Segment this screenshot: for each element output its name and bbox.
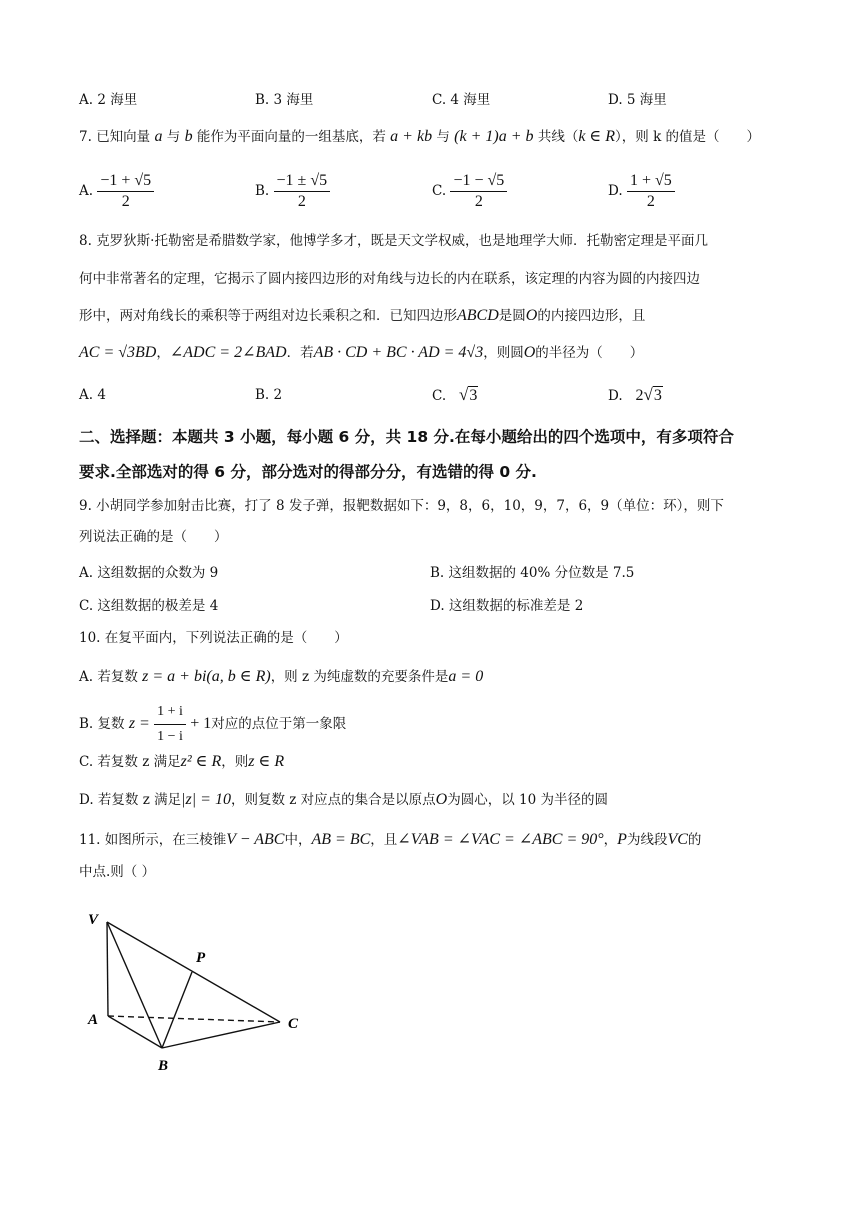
- q11-line-2: 中点.则（ ）: [79, 864, 156, 880]
- q10-option-b: B. 复数 z = $\frac{1 + i}{1 - i}$ + 1对应的点位于第一象限: [79, 701, 785, 748]
- label-c: C: [288, 1016, 299, 1032]
- q7-stem: 7. 已知向量 a 与 b 能作为平面向量的一组基底，若 a + kb 与 (k + 1)a + b 共线（k ∈ R），则 k 的值是（ ）: [79, 128, 761, 145]
- q7-option-c: C. $\frac{-1 - √5}{2}$: [432, 172, 507, 211]
- segment-bp: [162, 972, 192, 1048]
- label-a: A: [88, 1012, 99, 1028]
- q10-option-c: C. 若复数 z 满足z² ∈ R，则z ∈ R: [79, 753, 285, 770]
- pyramid-figure: [80, 900, 320, 1080]
- vector-a: a: [154, 128, 163, 145]
- q6-option-b: B. 3 海里: [255, 92, 314, 108]
- q10-option-a: A. 若复数 z = a + bi(a, b ∈ R)，则 z 为纯虚数的充要条件是a = 0: [79, 668, 484, 685]
- q8-option-b: B. 2: [255, 387, 283, 403]
- q8-option-a: A. 4: [79, 387, 106, 403]
- q8-option-d: D. 2√3: [608, 385, 662, 404]
- q9-line-1: 9. 小胡同学参加射击比赛，打了 8 发子弹，报靶数据如下：9，8，6，10，9，7，6，9（单位：环），则下: [79, 498, 724, 514]
- q8-line-1: 8. 克罗狄斯·托勒密是希腊数学家，他博学多才，既是天文学权威，也是地理学大师．托勒密定理是平面几: [79, 233, 708, 249]
- label-p: P: [196, 950, 206, 966]
- q7-option-a: A. $\frac{-1 + √5}{2}$: [79, 172, 154, 211]
- q7-option-b: B. $\frac{-1 \pm √5}{2}$: [255, 172, 330, 211]
- q9-option-c: C. 这组数据的极差是 4: [79, 598, 219, 614]
- edge-ab: [108, 1016, 162, 1048]
- q9-option-b: B. 这组数据的 40% 分位数是 7.5: [430, 565, 635, 581]
- section-2-heading-line-1: 二、选择题：本题共 3 小题，每小题 6 分，共 18 分.在每小题给出的四个选项中，有多项符合: [79, 428, 734, 446]
- section-2-heading-line-2: 要求.全部选对的得 6 分，部分选对的得部分分，有选错的得 0 分.: [79, 463, 537, 481]
- q8-line-4: AC = √3BD，∠ADC = 2∠BAD．若AB · CD + BC · AD = 4√3，则圆O的半径为（ ）: [79, 344, 644, 361]
- label-v: V: [88, 912, 99, 928]
- q8-line-3: 形中，两对角线长的乘积等于两组对边长乘积之和．已知四边形ABCD是圆O的内接四边形，且: [79, 307, 646, 324]
- q9-option-a: A. 这组数据的众数为 9: [79, 565, 219, 581]
- q10-option-d: D. 若复数 z 满足|z| = 10，则复数 z 对应点的集合是以原点O为圆心，以 10 为半径的圆: [79, 791, 608, 808]
- edge-vc: [107, 922, 280, 1022]
- q10-stem: 10. 在复平面内，下列说法正确的是（ ）: [79, 630, 348, 646]
- q11-line-1: 11. 如图所示，在三棱锥V − ABC中，AB = BC，且∠VAB = ∠VAC = ∠ABC = 90°，P为线段VC的: [79, 831, 702, 848]
- q6-option-c: C. 4 海里: [432, 92, 491, 108]
- q9-option-d: D. 这组数据的标准差是 2: [430, 598, 584, 614]
- edge-va: [107, 922, 108, 1016]
- label-b: B: [158, 1058, 169, 1074]
- q8-option-c: C. √3: [432, 385, 478, 404]
- q9-line-2: 列说法正确的是（ ）: [79, 529, 228, 545]
- edge-bc: [162, 1022, 280, 1048]
- q6-option-d: D. 5 海里: [608, 92, 667, 108]
- edge-ac-hidden: [108, 1016, 280, 1022]
- edge-vb: [107, 922, 162, 1048]
- vector-b: b: [184, 128, 193, 145]
- q6-option-a: A. 2 海里: [79, 92, 138, 108]
- q8-line-2: 何中非常著名的定理，它揭示了圆内接四边形的对角线与边长的内在联系，该定理的内容为圆的内接四边: [79, 271, 700, 287]
- q7-option-d: D. $\frac{1 + √5}{2}$: [608, 172, 675, 211]
